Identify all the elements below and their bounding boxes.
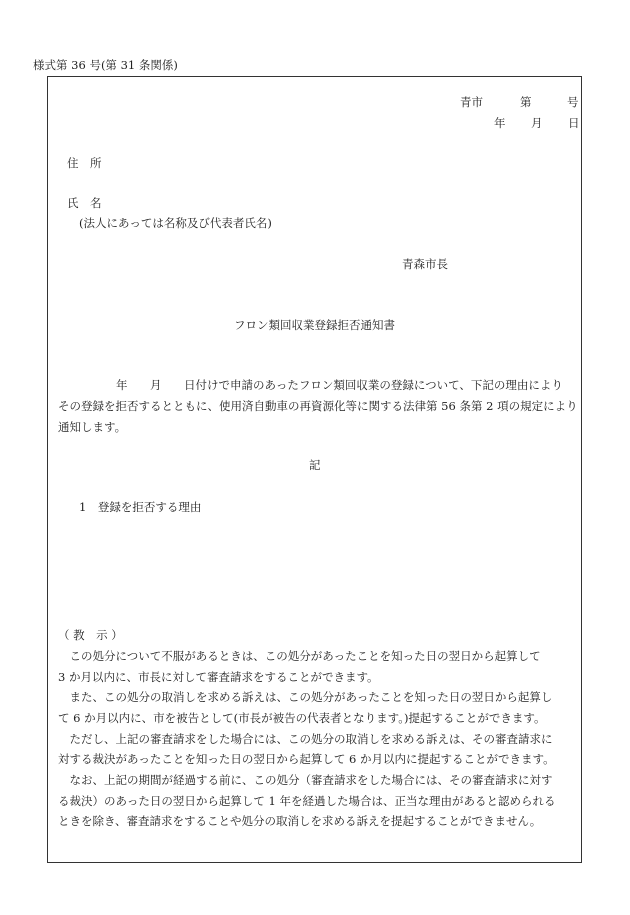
form-number-label: 様式第 36 号(第 31 条関係) (33, 58, 178, 72)
ki-marker: 記 (309, 458, 321, 472)
name-note: (法人にあっては名称及び代表者氏名) (79, 216, 272, 230)
date-month: 月 (531, 116, 543, 130)
kyoji-line: 対する裁決があったことを知った日の翌日から起算して 6 か月以内に提起することができます。 (58, 752, 555, 766)
address-label: 住 所 (67, 156, 102, 170)
number-dai: 第 (520, 95, 532, 109)
body-line-2: その登録を拒否するとともに、使用済自動車の再資源化等に関する法律第 56 条第 2 項の規定により (58, 399, 578, 413)
name-label: 氏 名 (67, 196, 102, 210)
kyoji-line: なお、上記の期間が経過する前に、この処分（審査請求をした場合には、その審査請求に対す (58, 773, 553, 787)
item-1-reason: 1 登録を拒否する理由 (79, 500, 202, 514)
kyoji-line: て 6 か月以内に、市を被告として(市長が被告の代表者となります。)提起することができます。 (58, 711, 546, 725)
body-month: 月 (150, 378, 162, 392)
kyoji-line: この処分について不服があるときは、この処分があったことを知った日の翌日から起算して (58, 649, 541, 663)
kyoji-heading: （ 教 示 ） (58, 628, 123, 642)
kyoji-line: ただし、上記の審査請求をした場合には、この処分の取消しを求める訴えは、その審査請求に (58, 732, 553, 746)
body-year: 年 (116, 378, 128, 392)
document-title: フロン類回収業登録拒否通知書 (234, 318, 395, 332)
number-go: 号 (567, 95, 579, 109)
date-day: 日 (568, 116, 580, 130)
kyoji-line: 3 か月以内に、市長に対して審査請求をすることができます。 (58, 670, 379, 684)
issuer: 青森市長 (402, 257, 448, 271)
body-line-3: 通知します。 (58, 420, 127, 434)
body-line-1: 日付けで申請のあったフロン類回収業の登録について、下記の理由により (184, 378, 563, 392)
kyoji-line: る裁決）のあった日の翌日から起算して 1 年を経過した場合は、正当な理由があると認められる (58, 794, 556, 808)
number-city: 青市 (460, 95, 483, 109)
kyoji-line: また、この処分の取消しを求める訴えは、この処分があったことを知った日の翌日から起算し (58, 690, 553, 704)
date-year: 年 (494, 116, 506, 130)
kyoji-line: ときを除き、審査請求をすることや処分の取消しを求める訴えを提起することができません。 (58, 814, 542, 828)
